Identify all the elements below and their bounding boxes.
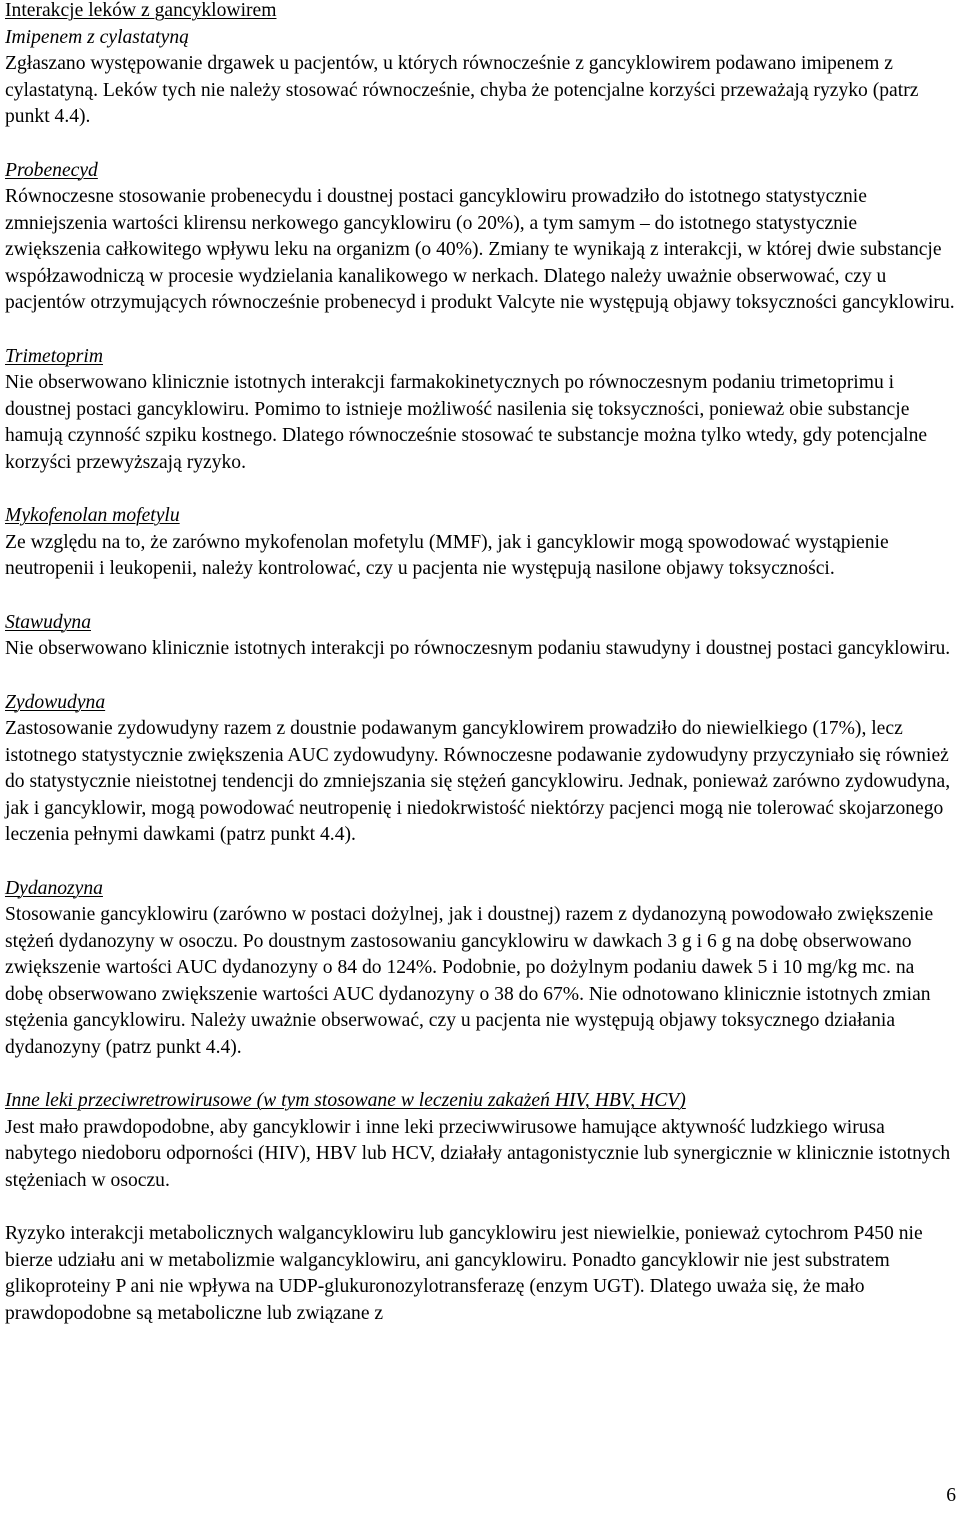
section-text: Ze względu na to, że zarówno mykofenolan mofetylu (MMF), jak i gancyklowir mogą spowodować wystąpienie neutropenii i leukopenii, należy kontrolować, czy u pacjenta nie występują nasilone objawy toksyczności. xyxy=(5,531,889,579)
closing-paragraph: Ryzyko interakcji metabolicznych walgancyklowiru lub gancyklowiru jest niewielkie, ponieważ cytochrom P450 nie bierze udziału ani w metabolizmie walgancyklowiru, ani gancyklowiru. Ponadto gancyklowir nie jest substratem glikoproteiny P ani nie wpływa na UDP-glukuronozylotransferazę (enzym UGT). Dlatego uważa się, że mało prawdopodobne są metaboliczne lub związane z xyxy=(5,1223,923,1324)
section-imipenem xyxy=(5,25,957,131)
page-heading: Interakcje leków z gancyklowirem xyxy=(5,0,277,21)
section-stawudyna xyxy=(5,610,957,663)
section-text: Równoczesne stosowanie probenecydu i doustnej postaci gancyklowiru prowadziło do istotnego statystycznie zmniejszenia wartości klirensu nerkowego gancyklowiru (o 20%), a tym samym – do istotnego statystycznie zwiększenia całkowitego wpływu leku na organizm (o 40%). Zmiany te wynikają z interakcji, w której dwie substancje współzawodniczą w procesie wydzielania kanalikowego w nerkach. Dlatego należy uważnie obserwować, czy u pacjentów otrzymujących równocześnie probenecyd i produkt Valcyte nie występują objawy toksyczności gancyklowiru. xyxy=(5,186,955,313)
section-text: Nie obserwowano klinicznie istotnych interakcji po równoczesnym podaniu stawudyny i doustnej postaci gancyklowiru. xyxy=(5,638,951,659)
section-probenecyd xyxy=(5,158,957,317)
section-text: Zgłaszano występowanie drgawek u pacjentów, u których równocześnie z gancyklowirem podawano imipenem z cylastatyną. Leków tych nie należy stosować równocześnie, chyba że potencjalne korzyści przeważają ryzyko (patrz punkt 4.4). xyxy=(5,53,919,127)
paragraph-gap xyxy=(5,476,957,503)
paragraph-gap xyxy=(5,1061,957,1088)
section-subtitle: Dydanozyna xyxy=(5,877,103,899)
section-text: Nie obserwowano klinicznie istotnych interakcji farmakokinetycznych po równoczesnym podaniu trimetoprimu i doustnej postaci gancyklowiru. Pomimo to istnieje możliwość nasilenia się toksyczności, ponieważ obie substancje hamują czynność szpiku kostnego. Dlatego równocześnie stosować te substancje można tylko wtedy, gdy potencjalne korzyści przewyższają ryzyko. xyxy=(5,372,928,473)
document-page xyxy=(5,0,957,1327)
paragraph-gap xyxy=(5,849,957,876)
section-subtitle: Imipenem z cylastatyną xyxy=(5,26,189,48)
section-subtitle: Zydowudyna xyxy=(5,691,106,713)
section-subtitle: Trimetoprim xyxy=(5,345,103,367)
paragraph-gap xyxy=(5,1194,957,1221)
section-subtitle: Inne leki przeciwretrowirusowe (w tym stosowane w leczeniu zakażeń HIV, HBV, HCV) xyxy=(5,1090,686,1111)
section-subtitle: Mykofenolan mofetylu xyxy=(5,505,180,526)
section-dydanozyna xyxy=(5,876,957,1062)
section-subtitle: Stawudyna xyxy=(5,611,91,633)
section-zydowudyna xyxy=(5,690,957,849)
section-text: Zastosowanie zydowudyny razem z doustnie podawanym gancyklowirem prowadziło do niewielkiego (17%), lecz istotnego statystycznie zwiększenia AUC zydowudyny. Równoczesne podawanie zydowudyny przyczyniało się również do statystycznie nieistotnej tendencji do zmniejszania się stężeń gancyklowiru. Jednak, ponieważ zarówno zydowudyna, jak i gancyklowir, mogą powodować neutropenię i niedokrwistość niektórzy pacjenci mogą nie tolerować skojarzonego leczenia pełnymi dawkami (patrz punkt 4.4). xyxy=(5,718,951,845)
section-mykofenolan xyxy=(5,503,957,583)
paragraph-gap xyxy=(5,583,957,610)
section-trimetoprim xyxy=(5,344,957,477)
section-subtitle: Probenecyd xyxy=(5,159,98,181)
paragraph-gap xyxy=(5,131,957,158)
page-number: 6 xyxy=(946,1485,956,1506)
section-text: Jest mało prawdopodobne, aby gancyklowir i inne leki przeciwwirusowe hamujące aktywność ludzkiego wirusa nabytego niedoboru odporności (HIV), HBV lub HCV, działały antagonistycznie lub synergicznie w klinicznie istotnych stężeniach w osoczu. xyxy=(5,1116,951,1191)
section-text: Stosowanie gancyklowiru (zarówno w postaci dożylnej, jak i doustnej) razem z dydanozyną powodowało zwiększenie stężeń dydanozyny w osoczu. Po doustnym zastosowaniu gancyklowiru w dawkach 3 g i 6 g na dobę obserwowano zwiększenie wartości AUC dydanozyny o 84 do 124%. Podobnie, po dożylnym podaniu dawek 5 i 10 mg/kg mc. na dobę obserwowano zwiększenie wartości AUC dydanozyny o 38 do 67%. Nie odnotowano klinicznie istotnych zmian stężenia gancyklowiru. Należy uważnie obserwować, czy u pacjenta nie występują objawy toksycznego działania dydanozyny (patrz punkt 4.4). xyxy=(5,904,934,1058)
paragraph-gap xyxy=(5,317,957,344)
section-antiretroviral xyxy=(5,1088,957,1194)
paragraph-gap xyxy=(5,663,957,690)
